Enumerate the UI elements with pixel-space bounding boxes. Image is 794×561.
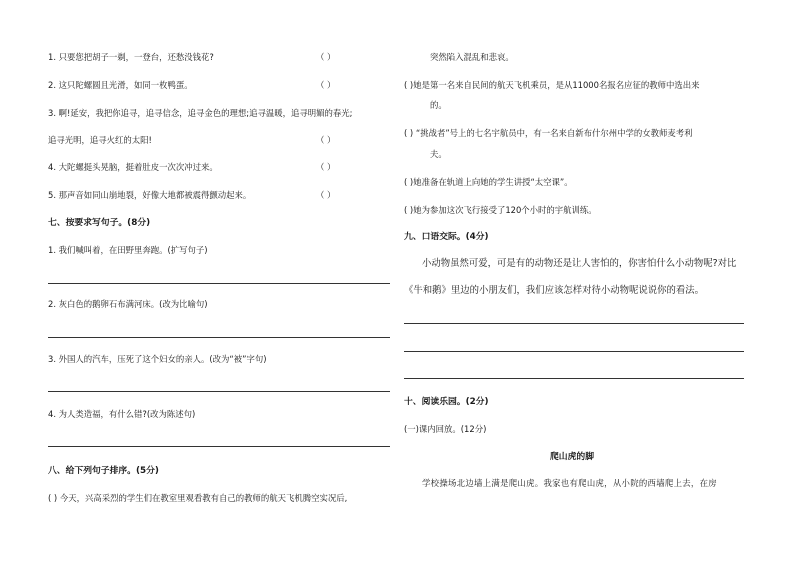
section-10-title: 十、阅读乐园。(2分): [404, 397, 489, 407]
story-title: 爬山虎的脚: [550, 452, 594, 462]
task-7-2: 2. 灰白色的鹅卵石布满河床。(改为比喻句): [48, 299, 208, 309]
answer-line-7-4[interactable]: [48, 446, 390, 447]
section-9-title: 九、口语交际。(4分): [404, 232, 489, 242]
order-item-2-line-1: ( )她是第一名来自民间的航天飞机乘员，是从11000名报名应征的教师中选出来: [404, 80, 700, 90]
answer-line-7-1[interactable]: [48, 283, 390, 284]
question-3-line-2: 追寻光明，追寻火红的太阳!: [48, 135, 152, 145]
question-3-line-1: 3. 啊!延安，我把你追寻，追寻信念，追寻金色的理想;追寻温暖，追寻明媚的春光;: [48, 108, 353, 118]
question-5: 5. 那声音如同山崩地裂，好像大地都被震得颤动起来。: [48, 190, 252, 200]
story-paragraph: 学校操场北边墙上满是爬山虎。我家也有爬山虎，从小院的西墙爬上去，在房: [422, 478, 717, 488]
order-item-4: ( )她准备在轨道上向她的学生讲授“太空课”。: [404, 177, 573, 187]
answer-bracket-4[interactable]: （ ）: [316, 162, 336, 172]
subsection-title: (一)课内回放。(12分): [404, 424, 487, 434]
task-7-1: 1. 我们喊叫着，在田野里奔跑。(扩写句子): [48, 245, 208, 255]
section-9-prompt-line-2: 《牛和鹅》里边的小朋友们，我们应该怎样对待小动物呢说说你的看法。: [404, 285, 705, 296]
order-item-5: ( )她为参加这次飞行接受了120个小时的宇航训练。: [404, 205, 597, 215]
answer-line-7-3[interactable]: [48, 391, 390, 392]
question-1: 1. 只要您把胡子一剃，一登台，还愁没钱花?: [48, 52, 214, 62]
section-9-prompt-line-1: 小动物虽然可爱，可是有的动物还是让人害怕的，你害怕什么小动物呢?对比: [422, 258, 737, 269]
section-7-title: 七、按要求写句子。(8分): [48, 218, 151, 228]
order-item-1: ( ) 今天，兴高采烈的学生们在教室里观看教有自己的教师的航天飞机腾空实况后,: [48, 493, 348, 503]
answer-line-9-3[interactable]: [404, 378, 744, 379]
task-7-4: 4. 为人类造福，有什么错?(改为陈述句): [48, 409, 196, 419]
task-7-3: 3. 外国人的汽车，压死了这个妇女的亲人。(改为“被”字句): [48, 354, 267, 364]
question-4: 4. 大陀螺挺头晃脑，挺着肚皮一次次冲过来。: [48, 162, 218, 172]
answer-bracket-3[interactable]: （ ）: [316, 135, 336, 145]
section-8-title: 八、给下列句子排序。(5分): [48, 466, 159, 476]
question-2: 2. 这只陀螺圆且光滑，如同一枚鸭蛋。: [48, 80, 193, 90]
order-item-2-line-2: 的。: [430, 100, 447, 110]
answer-line-9-2[interactable]: [404, 351, 744, 352]
answer-line-9-1[interactable]: [404, 323, 744, 324]
answer-bracket-2[interactable]: （ ）: [316, 80, 336, 90]
order-item-1-continued: 突然陷入混乱和悲哀。: [430, 52, 514, 62]
answer-line-7-2[interactable]: [48, 337, 390, 338]
order-item-3-line-2: 夫。: [430, 149, 447, 159]
answer-bracket-5[interactable]: （ ）: [316, 190, 336, 200]
order-item-3-line-1: ( ) “挑战者”号上的七名宇航员中，有一名来自新布什尔州中学的女教师麦考利: [404, 128, 693, 138]
answer-bracket-1[interactable]: （ ）: [316, 52, 336, 62]
